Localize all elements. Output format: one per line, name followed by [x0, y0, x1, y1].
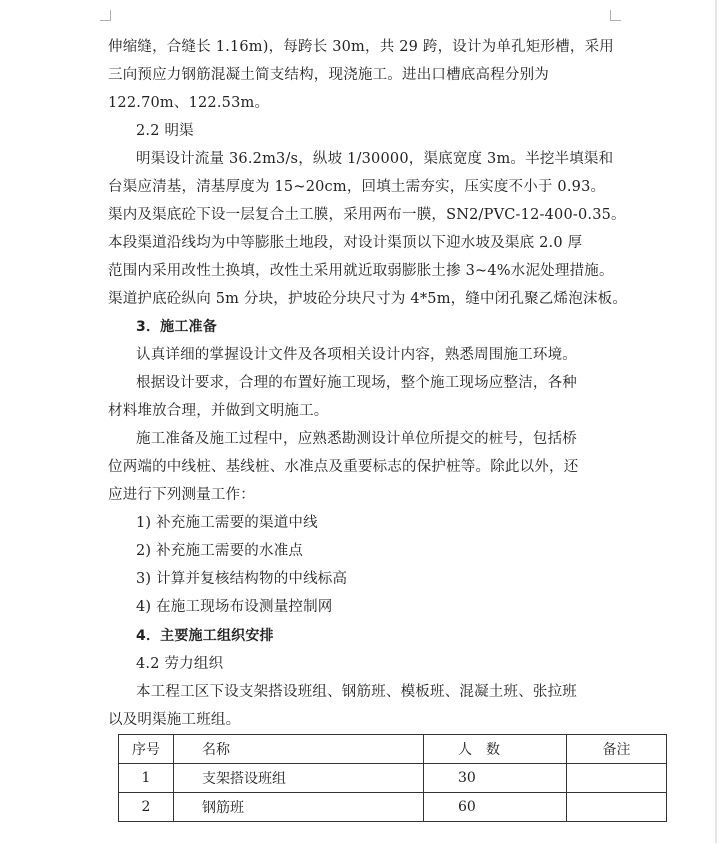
paragraph-line: 渠内及渠底砼下设一层复合土工膜，采用两布一膜，SN2/PVC-12-400-0.35。 [108, 207, 626, 223]
section-heading: 2.2 明渠 [136, 123, 194, 139]
table-cell [567, 764, 667, 793]
table-cell: 30 [424, 764, 567, 793]
paragraph-line: 应进行下列测量工作： [108, 487, 255, 503]
table-header-cell: 备注 [567, 735, 667, 764]
table-cell: 2 [119, 793, 174, 822]
paragraph-line: 本工程工区下设支架搭设班组、钢筋班、模板班、混凝土班、张拉班 [136, 684, 577, 700]
labor-table [118, 734, 667, 822]
paragraph-line: 台渠应清基，清基厚度为 15~20cm，回填土需夯实，压实度不小于 0.93。 [108, 179, 606, 195]
table-header-cell: 名称 [174, 735, 424, 764]
paragraph-line: 明渠设计流量 36.2m3/s，纵坡 1/30000，渠底宽度 3m。半挖半填渠和 [136, 151, 614, 167]
paragraph-line: 伸缩缝，合缝长 1.16m)，每跨长 30m，共 29 跨，设计为单孔矩形槽，采用 [108, 39, 614, 55]
table-cell: 钢筋班 [174, 793, 424, 822]
paragraph-line: 122.70m、122.53m。 [108, 95, 270, 111]
margin-corner-mark [100, 10, 111, 21]
table-cell: 支架搭设班组 [174, 764, 424, 793]
list-item: 4) 在施工现场布设测量控制网 [136, 599, 333, 615]
table-header-cell: 人 数 [424, 735, 567, 764]
table-row [119, 793, 667, 822]
paragraph-line: 施工准备及施工过程中，应熟悉勘测设计单位所提交的桩号，包括桥 [136, 431, 577, 447]
paragraph-line: 三向预应力钢筋混凝土简支结构，现浇施工。进出口槽底高程分别为 [108, 67, 549, 83]
paragraph-line: 材料堆放合理，并做到文明施工。 [108, 403, 329, 419]
table-header-row [119, 735, 667, 764]
paragraph-line: 认真详细的掌握设计文件及各项相关设计内容，熟悉周围施工环境。 [136, 347, 577, 363]
paragraph-line: 位两端的中线桩、基线桩、水准点及重要标志的保护桩等。除此以外，还 [108, 459, 579, 475]
section-heading: 4.2 劳力组织 [136, 656, 224, 672]
paragraph-line: 根据设计要求，合理的布置好施工现场，整个施工现场应整洁，各种 [136, 375, 577, 391]
table-cell: 60 [424, 793, 567, 822]
table-row [119, 764, 667, 793]
table-header-cell: 序号 [119, 735, 174, 764]
table-cell: 1 [119, 764, 174, 793]
section-heading: 4．主要施工组织安排 [136, 628, 274, 644]
list-item: 1) 补充施工需要的渠道中线 [136, 515, 318, 531]
paragraph-line: 本段渠道沿线均为中等膨胀土地段，对设计渠顶以下迎水坡及渠底 2.0 厚 [108, 235, 583, 251]
paragraph-line: 范围内采用改性土换填，改性土采用就近取弱膨胀土掺 3~4%水泥处理措施。 [108, 263, 614, 279]
margin-corner-mark [610, 10, 621, 21]
section-heading: 3．施工准备 [136, 319, 217, 335]
list-item: 2) 补充施工需要的水准点 [136, 543, 304, 559]
list-item: 3) 计算并复核结构物的中线标高 [136, 571, 348, 587]
paragraph-line: 以及明渠施工班组。 [108, 712, 241, 728]
table-cell [567, 793, 667, 822]
paragraph-line: 渠道护底砼纵向 5m 分块，护坡砼分块尺寸为 4*5m，缝中闭孔聚乙烯泡沫板。 [108, 291, 628, 307]
